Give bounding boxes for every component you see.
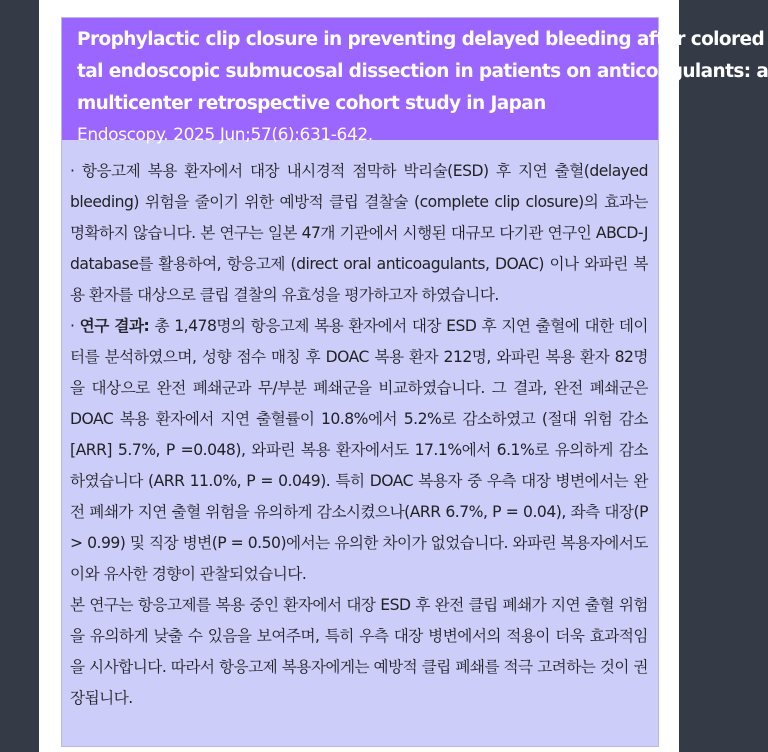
results-paragraph: [70, 311, 648, 590]
article-summary: [62, 140, 658, 714]
article-title-line-2[interactable]: tal endoscopic submucosal dissection in patients on anticoagulants: a: [77, 61, 768, 82]
results-label: 연구 결과:: [79, 317, 150, 335]
results-text: 총 1,478명의 항응고제 복용 환자에서 대장 ESD 후 지연 출혈에 대한 데이터를 분석하였으며, 성향 점수 매칭 후 DOAC 복용 환자 212명, 와파린 복용 환자 82명을 대상으로 완전 폐쇄군과 무/부분 폐쇄군을 비교하였습니다. 그 결과, 완전 폐쇄군은 DOAC 복용 환자에서 지연 출혈률이 10.8%에서 5.2%로 감소하였고 (절대 위험 감소[ARR] 5.7%, P =0.048), 와파린 복용 환자에서도 17.1%에서 6.1%로 유의하게 감소하였습니다 (ARR 11.0%, P = 0.049). 특히 DOAC 복용자 중 우측 대장 병변에서는 완전 폐쇄가 지연 출혈 위험을 유의하게 감소시켰으나(ARR 6.7%, P = 0.04), 좌측 대장(P > 0.99) 및 직장 병변(P = 0.50)에서는 유의한 차이가 없었습니다. 와파린 복용자에서도 이와 유사한 경향이 관찰되었습니다.: [70, 317, 648, 583]
article-card: [61, 17, 768, 747]
article-title-line-3[interactable]: multicenter retrospective cohort study in Japan: [77, 93, 546, 114]
background-paragraph: · 항응고제 복용 환자에서 대장 내시경적 점막하 박리술(ESD) 후 지연 출혈(delayed bleeding) 위험을 줄이기 위한 예방적 클립 결찰술 (complete clip closure)의 효과는 명확하지 않습니다. 본 연구는 일본 47개 기관에서 시행된 대규모 다기관 연구인 ABCD-J database를 활용하여, 항응고제 (direct oral anticoagulants, DOAC) 이나 와파린 복용 환자를 대상으로 클립 결찰의 유효성을 평가하고자 하였습니다.: [70, 162, 648, 304]
article-header: [62, 18, 768, 145]
conclusion-paragraph: 본 연구는 항응고제를 복용 중인 환자에서 대장 ESD 후 완전 클립 폐쇄가 지연 출혈 위험을 유의하게 낮출 수 있음을 보여주며, 특히 우측 대장 병변에서의 적용이 더욱 효과적임을 시사합니다. 따라서 항응고제 복용자에게는 예방적 클립 폐쇄를 적극 고려하는 것이 권장됩니다.: [70, 596, 648, 707]
article-citation: Endoscopy. 2025 Jun;57(6):631-642.: [77, 125, 373, 145]
article-title-line-1[interactable]: Prophylactic clip closure in preventing delayed bleeding after colored: [77, 29, 765, 50]
page: [39, 0, 768, 752]
results-bullet: ·: [70, 317, 80, 335]
